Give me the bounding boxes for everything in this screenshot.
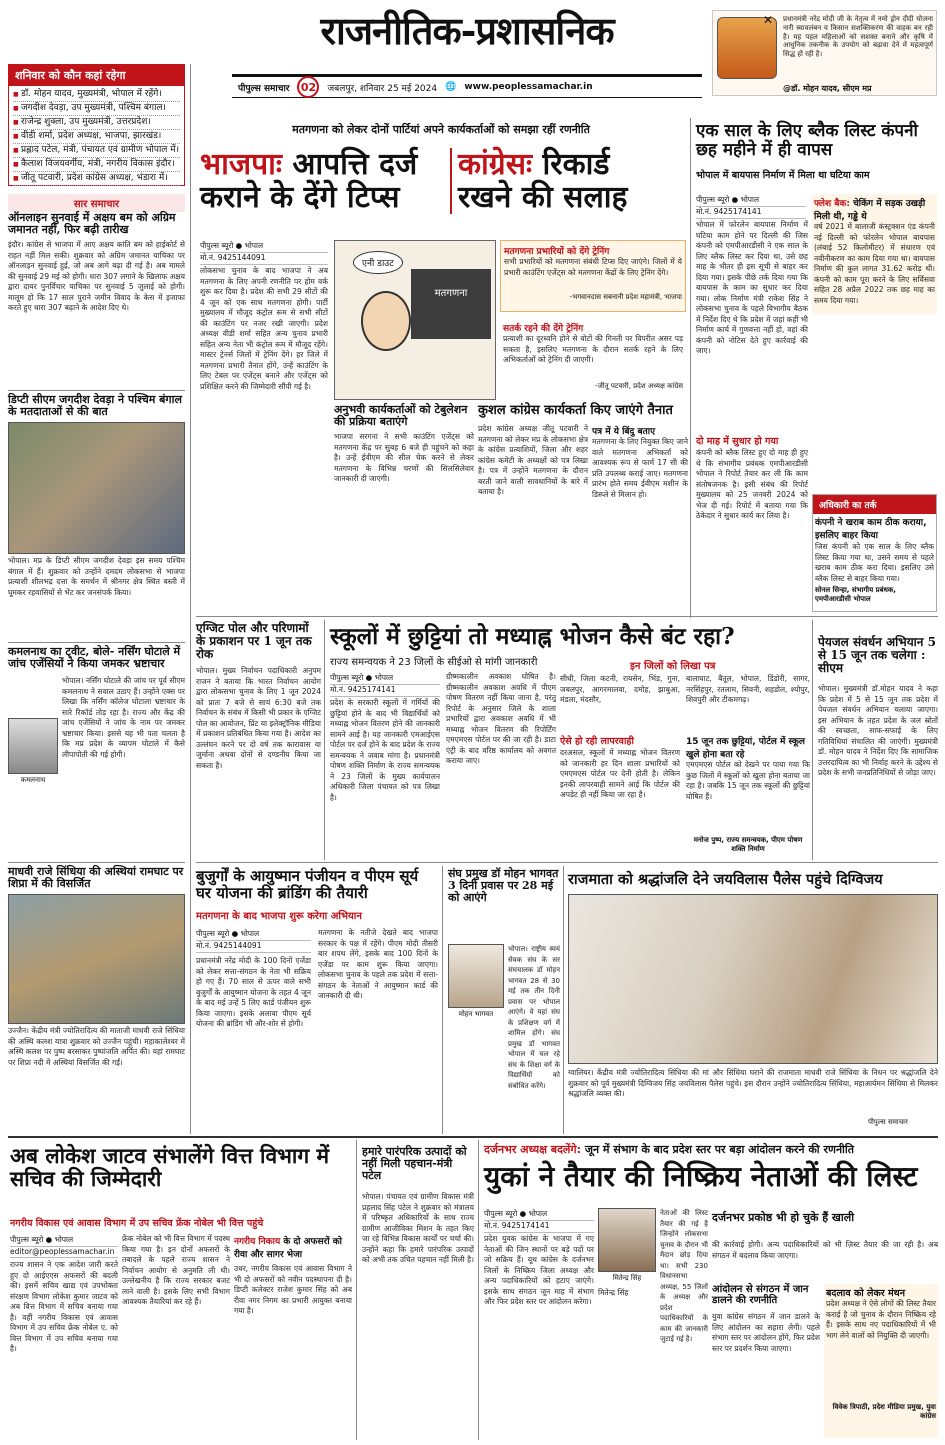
blacklist-head: एक साल के लिए ब्लैक लिस्ट कंपनी छह महीने में ही वापस bbox=[696, 121, 918, 160]
inc-head-part: रिकार्ड bbox=[542, 147, 610, 182]
blacklist-mob: मो.नं. 9425174141 bbox=[696, 206, 806, 219]
udyog-body: भोपाल। पंचायत एवं ग्रामीण विकास मंत्री प्रहलाद सिंह पटेल ने शुक्रवार को मंत्रालय में परिष्कृत अधिकारियों के साथ राज्य ग्रामीण आजीविका मिशन के तहत किए जा रहे विभिन्न विकास कार्यों पर चर्चा की। उन्होंने कहा कि हमारे पारंपरिक उत्पादों को अभी तक उचित पहचान नहीं मिली है। bbox=[362, 1192, 474, 1264]
ayush-col2: मतगणना के नतीजे देखते बाद भाजपा सरकार के पक्ष में रहेंगे। पीएम मोदी तीसरी बार शपथ लेंगे, इसके बाद 100 दिनों के एजेंडा पर काम शुरू किया जाएगा। लोकसभा चुनाव के पहले तक प्रदेश में सत्ता-संगठन के नेताओं ने आयुष्मान कार्ड की जानकारी दी थी। bbox=[318, 928, 438, 1000]
lokesh-head: अब लोकेश जाटव संभालेंगे वित्त विभाग में सचिव की जिम्मेदारी bbox=[10, 1143, 330, 1192]
patra-head: पत्र में ये बिंदु बताए bbox=[592, 427, 656, 437]
ayush-body: प्रधानमंत्री नरेंद्र मोदी के 100 दिनों एजेंडा को लेकर सत्ता-संगठन के नेता भी सक्रिय हो गए हैं। 70 साल से ऊपर वाले सभी बुजुर्गों के आयुष्मान योजना के तहत 4 जून के बाद मई उन्हें 5 लिए कार्ड पंजीयन शुरू किया जाएगा। इसके अलावा पीएम सूर्य योजना की ब्रांडिंग भी और-शोर से होगी। bbox=[196, 956, 311, 1028]
mitendra-photo bbox=[598, 1208, 656, 1272]
sar-label: सार समाचार bbox=[8, 194, 185, 212]
school-body: प्रदेश के सरकारी स्कूलों में गर्मियों की छुट्टियां होने के बाद भी विद्यार्थियों को मध्याह्न भोजन वितरण होने की जानकारी सामने आई है। यह जानकारी एमआईएस पोर्टल पर दर्ज होने के बाद प्रदेश के राज्य समन्वयक ने जवाब मांगा है। प्रधानमंत्री पोषण शक्ति निर्माण के राज्य समन्वयक ने 23 जिलों के मुख्य कार्यपालन अधिकारी जिला पंचायत को पत्र लिखा है। bbox=[330, 698, 440, 802]
cartoon-figure bbox=[361, 291, 411, 351]
dateline-bar bbox=[232, 74, 702, 98]
officer-box bbox=[812, 494, 937, 612]
masthead-logo-area bbox=[18, 8, 228, 60]
list-item: ■ जगदीश देवड़ा, उप मुख्यमंत्री, पश्चिम बंगाल। bbox=[13, 102, 180, 116]
youth-head: युकां ने तैयार की निष्क्रिय नेताओं की लिस्ट bbox=[484, 1160, 918, 1193]
bjp-headline bbox=[200, 148, 440, 214]
side-body: की कार्रवाई होगी। अन्य पदाधिकारियों को भी ज़िस्ट तैयार की जा रही है। अब संगठन में बदलाव किया जाएगा। bbox=[712, 1240, 938, 1260]
list-item: ■ वीडी शर्मा, प्रदेश अध्यक्ष, भाजपा, झारखंड। bbox=[13, 130, 180, 144]
top-body: लोकसभा चुनाव के बाद भाजपा ने अब मतगणना के लिए अपनी रणनीति पर होम वर्क शुरू कर दिया है। प्रदेश की सभी 29 सीटों की 4 जून को एक साथ मतगणना होगी। पार्टी मुख्यालय में मौजूद कंट्रोल रूम से सभी सीटों की काउंटिंग पर नजर रखी जाएगी। प्रदेश अध्यक्ष वीडी शर्मा सहित अन्य चुनाव प्रभारी सहित अन्य नेता भी कंट्रोल रूम में मौजूद रहेंगे। मास्टर ट्रेनर्स जिलों में ट्रेनिंग देंगे। हर जिले में मतगणना प्रभारी तैनात होंगे, उन्हें काउंटिंग के लिए टेबल पर एजेंट्स बनाने और एजेंट्स को प्रशिक्षित करने की जिम्मेदारी सौंपी गई है। bbox=[200, 266, 328, 391]
ayush-head: बुजुर्गों के आयुष्मान पंजीयन व पीएम सूर्य घर योजना की ब्रांडिंग की तैयारी bbox=[196, 867, 419, 902]
quote-text: प्रधानमंत्री नरेंद्र मोदी जी के नेतृत्व में नमो ड्रोन दीदी योजना नारी स्वावलंबन व किसान सशक्तिकरण की वाहक बन रही है। यह पहल महिलाओं को सशक्त बनाने और कृषि में आधुनिक तकनीक के उपयोग को बढ़ावा देने में महत्वपूर्ण सिद्ध हो रही है। bbox=[783, 15, 933, 59]
s1-body: इंदौर। कांग्रेस से भाजपा में आए अक्षय कांति बम को हाईकोर्ट से राहत नहीं मिल सकी। शुक्रवार को अग्रिम जमानत याचिका पर ऑनलाइन सुनवाई हुई, जो अब आगे बढ़ा दी गई है। अब मामले की सुनवाई 29 मई को होगी। धारा 307 लगाने के खिलाफ अक्षय द्वारा दायर पुनर्विचार याचिका पर सुनवाई 5 जुलाई को होगी। मालूम हो कि 17 साल पुराने जमीन विवाद के केस में इजाफा करते हुए धारा 307 बढ़ाने के आदेश दिए थे। bbox=[8, 240, 185, 312]
s3-body: भोपाल। नर्सिंग घोटाले की जांच पर पूर्व सीएम कमलनाथ ने सवाल उठाए हैं। उन्होंने एक्स पर लिखा कि नर्सिंग कॉलेज घोटाला भ्रष्टाचार के सारे रिकॉर्ड तोड़ रहा है। राज्य और केंद्र की जांच एजेंसियों ने जांच के नाम पर जमकर भ्रष्टाचार किया। इससे यह भी पता चलता है कि मप्र प्रदेश के व्यापम घोटाले में कैसे लीपापोती की गई होगी। bbox=[62, 676, 185, 759]
lokesh-sub: नगरीय विकास एवं आवास विभाग में उप सचिव फ्रेंक नोबेल भी वित्त पहुंचे bbox=[10, 1218, 264, 1229]
lokesh-byline: पीपुल्स ब्यूरो ● भोपाल bbox=[10, 1234, 118, 1247]
list-item: ■ डॉ. मोहन यादव, मुख्यमंत्री, भोपाल में रहेंगे। bbox=[13, 88, 180, 102]
bhagwat-caption: मोहन भागवत bbox=[458, 1010, 494, 1018]
sat-head: सतर्क रहने की देंगे ट्रेनिंग bbox=[503, 324, 584, 334]
blacklist-byline: पीपुल्स ब्यूरो ● भोपाल bbox=[696, 194, 806, 207]
patra-body: मतगणना के लिए नियुक्त किए जाने वाले मतगणना अभिकर्ता को आवश्यक रूप से फार्म 17 सी की प्रति उपलब्ध कराई जाए। मतगणना प्रारंभ होते समय ईवीएम मशीन के डिस्प्ले से मिलान हो। bbox=[592, 437, 688, 499]
page-title: राजनीतिक-प्रशासनिक bbox=[320, 8, 614, 53]
rajmata-photo bbox=[568, 894, 938, 1064]
schedule-title: शनिवार को कौन कहां रहेगा bbox=[9, 65, 184, 86]
youth-byline: पीपुल्स ब्यूरो ● भोपाल bbox=[484, 1208, 594, 1221]
kamalnath-photo bbox=[8, 718, 58, 774]
youth-col3: मितेन्द्र सिंह bbox=[598, 1288, 629, 1297]
udyog-head: हमारे पारंपरिक उत्पादों को नहीं मिली पहचान-मंत्री पटेल bbox=[362, 1145, 467, 1183]
cartoon-board: मतगणना bbox=[411, 269, 491, 339]
nikay-head bbox=[234, 1234, 352, 1260]
s3-headline: कमलनाथ का ट्वीट, बोले- नर्सिंग घोटाले में जांच एजेंसियों ने किया जमकर भ्रष्टाचार bbox=[8, 645, 181, 671]
officer-label: अधिकारी का तर्क bbox=[813, 495, 936, 514]
kamalnath-caption: कमलनाथ bbox=[20, 776, 46, 784]
lokesh-email[interactable]: editor@peoplessamachar.in bbox=[10, 1246, 118, 1258]
rajmata-credit: पीपुल्स समाचार bbox=[868, 1118, 908, 1126]
ayush-sub: मतगणना के बाद भाजपा शुरू करेगा अभियान bbox=[196, 911, 362, 922]
districts-2: बालाघाट, बैतूल, भोपाल, डिंडोरी, सागर, नरसिंहपुर, रतलाम, सिवनी, शहडोल, श्योपुर, शिवपुरी और टीकमगढ़। bbox=[686, 674, 810, 704]
website[interactable]: www.peoplessamachar.in bbox=[464, 82, 593, 92]
page-number: 02 bbox=[297, 76, 319, 98]
nikay-label: नगरीय निकाय bbox=[234, 1237, 281, 1247]
inc-headline bbox=[450, 148, 688, 214]
june-body: एमएमएस पोर्टल को देखने पर पाया गया कि कुछ जिलों में स्कूलों को खुला होना बताया जा रहा है। जबकि 15 जून तक स्कूलों की छुट्टियां घोषित हैं। bbox=[686, 760, 810, 801]
top-kicker: मतगणना को लेकर दोनों पार्टियां अपने कार्यकर्ताओं को समझा रहीं रणनीति bbox=[292, 123, 590, 136]
patra-box bbox=[592, 424, 688, 610]
nikay-head-text: के दो अफसरों को रीवा और सागर भेजा bbox=[234, 1237, 342, 1260]
deputy-cm-photo bbox=[8, 422, 185, 554]
s1-headline: ऑनलाइन सुनवाई में अक्षय बम को अग्रिम जमानत नहीं, फिर बढ़ी तारीख bbox=[8, 211, 176, 237]
school-head: स्कूलों में छुट्टियां तो मध्याह्न भोजन कैसे बंट रहा? bbox=[330, 623, 735, 650]
badlav-body: प्रदेश अध्यक्ष ने ऐसे लोगों की लिस्ट तैयार कराई है जो चुनाव के दौरान निष्क्रिय रहे हैं। इसके साथ नए पदाधिकारियों में भी भाग लेने वालों को नियुक्ति दी जाएगी। bbox=[826, 1299, 936, 1340]
flashback-head: चेकिंग में सड़क उखड़ी मिली थी, गड्ढे थे bbox=[814, 199, 926, 222]
do-head: दो माह में सुधार हो गया bbox=[696, 436, 779, 447]
side-head: दर्जनभर प्रकोष्ठ भी हो चुके हैं खाली bbox=[712, 1211, 855, 1224]
list-item: ■ जीतू पटवारी, प्रदेश कांग्रेस अध्यक्ष, भंडारा में। bbox=[13, 172, 180, 186]
inc-label: कांग्रेसः bbox=[458, 147, 533, 182]
s4-caption: उज्जैन। केंद्रीय मंत्री ज्योतिरादित्य की माताजी माधवी राजे सिंधिया की अस्थि कलश यात्रा शुक्रवार को उज्जैन पहुंची। महाकालेश्वर में अस्थि कलश पर पुष्प बरसाकर पुष्पांजलि अर्पित की। यहां रामघाट पर शिप्रा नदी में अस्थियां विसर्जित की गईं। bbox=[8, 1026, 185, 1067]
school-mob: मो.नं. 9425174141 bbox=[330, 684, 440, 697]
training-body: सभी प्रभारियों को मतगणना संबंधी टिप्स दिए जाएंगे। जिलों में ये प्रभारी काउंटिंग एजेंट्स को मतगणना केंद्रों के लिए ट्रेनिंग देंगे। bbox=[504, 257, 682, 277]
quote-author: @डॉ. मोहन यादव, सीएम मप्र bbox=[783, 84, 872, 93]
bhagwat-photo bbox=[448, 944, 504, 1008]
flashback-label: फ्लेश बैक: bbox=[814, 199, 850, 209]
school-sign: मनोज पुष्प, राज्य समन्वयक, पीएम पोषण शक्ति निर्माण bbox=[693, 836, 803, 853]
schedule-box bbox=[8, 64, 185, 186]
ujjain-photo bbox=[8, 894, 185, 1024]
rajmata-caption: ग्वालियर। केंद्रीय मंत्री ज्योतिरादित्य सिंधिया की मां और सिंधिया घराने की राजमाता माधवी राजे सिंधिया के निधन पर श्रद्धांजलि देने शुक्रवार को पूर्व मुख्यमंत्री दिग्विजय सिंह जयविलास पैलेस पहुंचे। इस दौरान उन्होंने ज्योतिरादित्य सिंधिया, महाआर्यमन सिंधिया से मिलकर श्रद्धांजलि व्यक्त की। bbox=[568, 1068, 938, 1098]
globe-icon: 🌐 bbox=[445, 82, 457, 92]
laparwahi-head: ऐसे हो रही लापरवाही bbox=[560, 736, 634, 747]
s4-headline: माधवी राजे सिंधिया की अस्थियां रामघाट पर शिप्रा में की विसर्जित bbox=[8, 865, 184, 891]
cartoon-bubble: एनी डाउट bbox=[353, 251, 403, 274]
s2-caption: भोपाल। मप्र के डिप्टी सीएम जगदीश देवड़ा इस समय पश्चिम बंगाल में हैं। शुक्रवार को उन्होंने दमदम लोकसभा से भाजपा प्रत्याशी शीलभद्र दत्ता के समर्थन में श्रीनगर क्षेत्र स्थित बस्ती में घूमकर रहवासियों से भेंट कर जनसंपर्क किया। bbox=[8, 556, 185, 597]
youth-col3b: नेताओं की लिस्ट तैयार की गई है जिन्होंने लोकसभा चुनाव के दौरान भी मैदान छोड़ दिया था। सभी 230 विधानसभा अध्यक्ष, 55 जिलों के अध्यक्ष और प्रदेश पदाधिकारियों के काम की जानकारी जुटाई गई है। bbox=[660, 1209, 708, 1343]
kushal-head: कुशल कांग्रेस कार्यकर्ता किए जाएंगे तैनात bbox=[478, 403, 673, 418]
rajmata-head: राजमाता को श्रद्धांजलि देने जयविलास पैलेस पहुंचे दिग्विजय bbox=[568, 871, 883, 888]
flashback-box bbox=[812, 194, 937, 314]
youth-mob: मो.नं. 9425174141 bbox=[484, 1220, 594, 1233]
youth-body: प्रदेश युवक कांग्रेस के भाजपा में गए नेताओं की जिन स्थानों पर बड़े पदों पर जो सक्रिय हैं। यूथ कांग्रेस के दर्जनभर जिलों के निष्क्रिय जिला अध्यक्ष और अन्य पदाधिकारियों को हटाए जाएंगे। इसके साथ संगठन जून माह में संभाग और फिर प्रदेश स्तर पर आंदोलन करेगा। bbox=[484, 1234, 594, 1306]
rss-body: भोपाल। राष्ट्रीय स्वयं सेवक संघ के सर संघचालक डॉ मोहन भागवत 28 से 30 मई तक तीन दिनी प्रवास पर भोपाल आएंगे। वे यहां संघ के प्रशिक्षण वर्ग में शामिल होंगे। संघ प्रमुख डॉ भागवत भोपाल में चल रहे संघ के शिक्षा वर्ग के विद्यार्थियों को संबोधित करेंगे। bbox=[508, 945, 560, 1090]
june-head: 15 जून तक छुट्टियां, पोर्टल में स्कूल खुले होना बता रहे bbox=[686, 737, 806, 760]
training-head: मतगणना प्रभारियों को देंगे ट्रेनिंग bbox=[504, 247, 610, 257]
bjp-training-box bbox=[500, 240, 686, 312]
badlav-head: बदलाव को लेकर मंथन bbox=[826, 1288, 905, 1299]
sat-name: -जीतू पटवारी, प्रदेश अध्यक्ष कांग्रेस bbox=[595, 382, 683, 390]
exit-body: भोपाल। मुख्य निर्वाचन पदाधिकारी अनुपम राजन ने बताया कि भारत निर्वाचन आयोग द्वारा लोकसभा चुनाव के लिए 1 जून 2024 को प्रातः 7 बजे से सायं 6:30 बजे तक निर्वाचन के संबंध में किसी भी प्रकार के एग्जिट पोल का आयोजन, प्रिंट या इलेक्ट्रॉनिक मीडिया में प्रकाशन प्रतिबंधित किया गया है। आदेश का उल्लंघन करने पर दो वर्ष तक कारावास या जुर्माना अथवा दोनों से दण्डनीय किया जा सकता है। bbox=[196, 666, 321, 770]
districts-label: इन जिलों को लिखा पत्र bbox=[630, 661, 716, 672]
bjp-head-part: आपत्ति दर्ज bbox=[292, 147, 418, 182]
ayush-byline: पीपुल्स ब्यूरो ● भोपाल bbox=[196, 928, 311, 941]
blacklist-body: भोपाल में फोरलेन बायपास निर्माण में घटिया काम होने पर दिल्ली की जिस कंपनी को एमपीआरडीसी ने एक साल के लिए ब्लैक लिस्ट कर दिया था, उसे छह माह के भीतर ही इस सूची से बाहर कर दिया गया। इसके पीछे तर्क दिया गया कि बायपास के काम का सुधार कर दिया गया। लोक निर्माण मंत्री राकेश सिंह ने लोकसभा चुनाव के पहले विभागीय बैठक में निर्देश दिए थे कि प्रदेश में जहां कहीं भी निर्माण कार्य में गुणवत्ता नहीं हो, वहां की कंपनी को नोटिस देते हुए कार्रवाई की जाए। bbox=[696, 220, 808, 355]
bjp-head-line2: कराने के देंगे टिप्स bbox=[200, 180, 400, 215]
school-byline: पीपुल्स ब्यूरो ● भोपाल bbox=[330, 672, 440, 685]
sat-body: प्रत्याशी का दूरध्वनि होने से वोटों की गिनती पर विपरीत असर पड़ सकता है, इसलिए मतगणना के दौरान सतर्क रहने के लिए अभिकर्ताओं को ट्रेनिंग दी जाएगी। bbox=[503, 334, 683, 364]
inc-head-line2: रखने की सलाह bbox=[458, 180, 628, 215]
officer-body: जिस कंपनी को एक साल के लिए ब्लैक लिस्ट किया गया था, उसने समय से पहले खराब काम ठीक करा दिया। इसलिए उसे ब्लैक लिस्ट से बाहर किया गया। bbox=[815, 542, 934, 583]
pey-body: भोपाल। मुख्यमंत्री डॉ.मोहन यादव ने कहा कि प्रदेश में 5 से 15 जून तक प्रदेश में पेयजल संवर्धन अभियान चलाया जाएगा। इस अभियान के तहत प्रदेश के जल स्रोतों की स्वच्छता, साफ-सफाई के लिए गतिविधियां संचालित की जाएंगी। मुख्यमंत्री डॉ. मोहन यादव ने निर्देश दिए कि सामाजिक उत्तरदायित्व का भी निर्वाह करने के उद्देश्य से प्रदेश के सभी जनप्रतिनिधियों से जोड़ा जाए। bbox=[818, 684, 938, 777]
kushal-body: प्रदेश कांग्रेस अध्यक्ष जीतू पटवारी ने मतगणना को लेकर मप्र के लोकसभा क्षेत्र के कांग्रेस प्रत्याशियों, जिला और शहर कांग्रेस कमेटी के अध्यक्षों को पत्र लिखा है। पत्र में उन्होंने मतगणना के दौरान बरती जाने वाली सावधानियों के बारे में बताया है। bbox=[478, 424, 588, 496]
schedule-list bbox=[9, 86, 184, 188]
flashback-body: वर्ष 2021 में बालाजी कंस्ट्रक्शन एंड कंपनी नई दिल्ली को फोरलेन भोपाल बायपास (लंबाई 52 किलोमीटर) में संधारण एवं नवीनीकरण का काम दिया गया था। बायपास निर्माण की कुल लागत 31.62 करोड़ थी। कंपनी को काम पूरा करने के लिए सर्विसवा सहित 28 अप्रैल 2022 तक छह माह का समय दिया गया। bbox=[814, 222, 935, 305]
youth-sign: विवेक त्रिपाठी, प्रदेश मीडिया प्रमुख, युवा कांग्रेस bbox=[832, 1403, 936, 1420]
top-byline: पीपुल्स ब्यूरो ● भोपाल bbox=[200, 240, 328, 253]
youth-kicker-text: जून में संभाग के बाद प्रदेश स्तर पर बड़ा आंदोलन करने की रणनीति bbox=[584, 1143, 855, 1156]
school-sub: राज्य समन्वयक ने 23 जिलों के सीईओ से मांगी जानकारी bbox=[330, 657, 538, 668]
lokesh-col2: फ्रेंक नोबेल को भी वित्त विभाग में पदस्थ किया गया है। इन दोनों अफसरों के तबादले के पहले राज्य शासन ने निर्वाचन आयोग से अनुमति ली थी। उल्लेखनीय है कि राज्य सरकार बजट लाने वाली है। इसके लिए सभी विभाग आवश्यक तैयारियां कर रहे हैं। bbox=[122, 1234, 230, 1306]
mitendra-caption: मितेन्द्र सिंह bbox=[612, 1274, 642, 1282]
andolan-head: आंदोलन से संगठन में जान डालने की रणनीति bbox=[712, 1284, 809, 1306]
do-body: कंपनी को ब्लैक लिस्ट हुए दो माह ही हुए थे कि संभागीय प्रबंधक एमपीआरडीसी भोपाल ने रिपोर्ट तैयार कर ली कि काम संतोषजनक है। इसी संबंध की रिपोर्ट मुख्यालय को 25 जनवरी 2024 को भेज दी गई। रिपोर्ट में बताया गया कि ठेकेदार ने सुधार कार्य कर लिया है। bbox=[696, 448, 808, 520]
pey-head: पेयजल संवर्धन अभियान 5 से 15 जून तक चलेगा : सीएम bbox=[818, 635, 936, 676]
paper-name: पीपुल्स समाचार bbox=[238, 83, 290, 94]
exit-head: एग्जिट पोल और परिणामों के प्रकाशन पर 1 जून तक रोक bbox=[196, 621, 312, 662]
nikay-body: उधर, नगरीय विकास एवं आवास विभाग ने भी दो अफसरों को नवीन पदस्थापना दी है। डिप्टी कलेक्टर राजेश कुमार सिंह को अब रीवा नगर निगम का प्रभारी आयुक्त बनाया गया है। bbox=[234, 1264, 352, 1315]
list-item: ■ कैलाश विजयवर्गीय, मंत्री, नगरीय विकास इंदौर। bbox=[13, 158, 180, 172]
top-mob: मो.नं. 9425144091 bbox=[200, 252, 328, 265]
training-quote: -भगवानदास सबनानी प्रदेश महामंत्री, भाजपा bbox=[569, 293, 682, 301]
badlav-box bbox=[824, 1284, 938, 1438]
officer-head: कंपनी ने खराब काम ठीक कराया, इसलिए बाहर किया bbox=[815, 518, 927, 541]
youth-label: दर्जनभर अध्यक्ष बदलेंगे: bbox=[484, 1143, 581, 1156]
districts-1: सीधी, जिला कटनी, रायसेन, भिंड, गुना, जबलपुर, आगरमालवा, दमोह, झाबुआ, मंडला, मंदसौर, bbox=[560, 674, 680, 704]
inc-alert-box bbox=[500, 318, 686, 398]
cm-quote-box bbox=[712, 10, 937, 96]
school-col2: ग्रीष्मकालीन अवकाश घोषित है। ग्रीष्मकालीन अवकाश अवधि में पीएम पोषण वितरण नहीं किया जाना है, परंतु रिपोर्ट के अनुसार जिले के शाला प्रभारियों द्वारा अवकाश अवधि में भी मध्याह्न भोजन वितरण की रिपोर्टिंग एमएमएस पोर्टल पर की जा रही है। डाटा एंट्री के बाद वरिष्ठ कार्यालय को अवगत कराया जाए। bbox=[446, 672, 556, 765]
blacklist-sub: भोपाल में बायपास निर्माण में मिला था घटिया काम bbox=[696, 170, 870, 181]
andolan-body: युवा कांग्रेस संगठन में जान डालने के लिए आंदोलन का सहारा लेगी। पहले संभाग स्तर पर आंदोलन होंगे, फिर प्रदेश स्तर पर प्रदर्शन किया जाएगा। bbox=[712, 1312, 820, 1353]
rss-head: संघ प्रमुख डॉ मोहन भागवत 3 दिनी प्रवास पर 28 मई को आएंगे bbox=[448, 867, 559, 905]
x-icon: ✕ bbox=[763, 13, 774, 27]
officer-name: सोनल सिन्हा, संभागीय प्रबंधक, एमपीआरडीसी भोपाल bbox=[815, 586, 896, 603]
date: जबलपुर, शनिवार 25 मई 2024 bbox=[327, 83, 438, 94]
list-item: ■ प्रह्लाद पटेल, मंत्री, पंचायत एवं ग्रामीण भोपाल में। bbox=[13, 144, 180, 158]
anu-head: अनुभवी कार्यकर्ताओं को टेबुलेशन की प्रक्रिया बताएंगे bbox=[334, 403, 468, 429]
laparwahi-body: दरअसल, स्कूलों में मध्याह्न भोजन वितरण को जानकारी हर दिन शाला प्रभारियों को एमएमएस पोर्टल पर देनी होती है। लेकिन इनकी लापरवाही सामने आई कि पोर्टल की अपडेट ही नहीं किया जा रहा है। bbox=[560, 748, 680, 799]
ayush-mob: मो.नं. 9425144091 bbox=[196, 940, 311, 953]
lokesh-body: राज्य शासन ने एक आदेश जारी करते हुए दो आईएएस अफसरों की बदली की। इसमें सचिव खाद्य एवं उपभोक्ता संरक्षण विभाग लोकेश कुमार जाटव को अब वित्त विभाग में सचिव बनाया गया है। वहीं नगरीय विकास एवं आवास विभाग में उप सचिव फ्रेंक नोबेल ए. को वित्त विभाग में उप सचिव बनाया गया है। bbox=[10, 1260, 118, 1353]
s2-headline: डिप्टी सीएम जगदीश देवड़ा ने पश्चिम बंगाल के मतदाताओं से की बात bbox=[8, 393, 182, 419]
list-item: ■ राजेन्द्र शुक्ला, उप मुख्यमंत्री, उत्तरप्रदेश। bbox=[13, 116, 180, 130]
anu-body: भाजपा सरगना ने सभी काउंटिंग एजेंट्स को मतगणना केंद्र पर सुबह 6 बजे ही पहुंचने को कहा है। उन्हें ईवीएम की सील चेक करने से लेकर मतगणना के विभिन्न चरणों की सिलसिलेवार जानकारी दी जाएगी। bbox=[334, 432, 474, 483]
bjp-label: भाजपाः bbox=[200, 147, 282, 182]
youth-kicker bbox=[484, 1142, 938, 1157]
cartoon bbox=[334, 240, 496, 400]
